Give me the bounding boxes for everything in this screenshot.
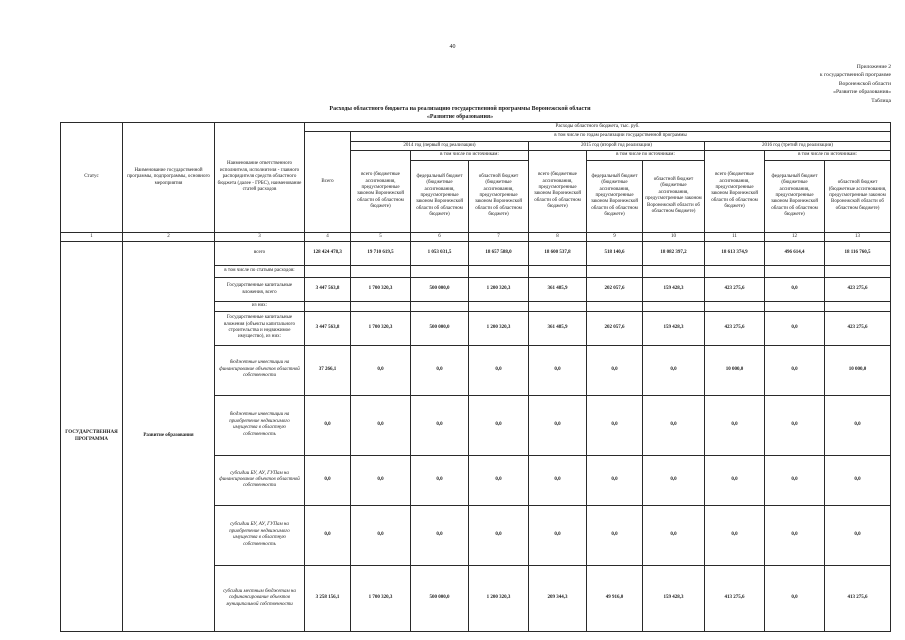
appendix-line: Воронежской области xyxy=(838,80,891,87)
value-cell xyxy=(469,266,529,278)
value-cell: 18 657 588,0 xyxy=(469,242,529,266)
value-cell xyxy=(469,302,529,311)
value-cell xyxy=(587,302,643,311)
column-number: 9 xyxy=(587,232,643,241)
header-by-sources: в том числе по источникам: xyxy=(765,151,891,160)
value-cell: 0,0 xyxy=(351,455,411,505)
column-number: 10 xyxy=(643,232,705,241)
value-cell: 0,0 xyxy=(469,395,529,455)
header-col-all: всего (бюджетные ассигнования, предусмотренные законом Воронежской области об областном бюджете) xyxy=(351,151,411,232)
value-cell: 361 485,9 xyxy=(529,311,587,345)
value-cell xyxy=(351,302,411,311)
value-cell: 1 200 320,3 xyxy=(469,565,529,631)
expense-item-label: субсидии БУ, АУ, ГУПам на приобретение недвижимого имущества в областную собственность xyxy=(215,505,305,565)
document-title xyxy=(150,105,770,121)
value-cell: 0,0 xyxy=(469,345,529,395)
value-cell xyxy=(825,266,891,278)
expense-item-label: субсидии местным бюджетам на софинансирование объектов муниципальной собственности xyxy=(215,565,305,631)
value-cell: 0,0 xyxy=(351,505,411,565)
header-col-all: всего (бюджетные ассигнования, предусмотренные законом Воронежской области об областном бюджете) xyxy=(705,151,765,232)
value-cell: 0,0 xyxy=(587,395,643,455)
value-cell xyxy=(765,266,825,278)
value-cell xyxy=(643,302,705,311)
page-number: 40 xyxy=(449,44,456,50)
value-cell: 0,0 xyxy=(411,455,469,505)
column-number: 3 xyxy=(215,232,305,241)
header-col-federal: федеральный бюджет (бюджетные ассигнования, предусмотренные законом Воронежской области об областном бюджете) xyxy=(411,160,469,232)
value-cell: 37 266,1 xyxy=(305,345,351,395)
column-number: 4 xyxy=(305,232,351,241)
value-cell: 0,0 xyxy=(305,455,351,505)
header-year-2016: 2016 год (третий год реализации) xyxy=(705,141,891,150)
value-cell: 0,0 xyxy=(529,345,587,395)
value-cell: 0,0 xyxy=(411,345,469,395)
value-cell: 0,0 xyxy=(825,395,891,455)
value-cell: 159 428,3 xyxy=(643,311,705,345)
value-cell: 3 447 563,8 xyxy=(305,278,351,302)
value-cell: 500 000,0 xyxy=(411,278,469,302)
value-cell: 18 082 397,2 xyxy=(643,242,705,266)
value-cell: 0,0 xyxy=(643,345,705,395)
value-cell xyxy=(587,266,643,278)
value-cell xyxy=(305,302,351,311)
value-cell: 496 614,4 xyxy=(765,242,825,266)
column-number: 2 xyxy=(123,232,215,241)
value-cell: 0,0 xyxy=(765,505,825,565)
header-by-years: в том числе по годам реализации государственной программы xyxy=(351,132,891,141)
header-year-2014: 2014 год (первый год реализации) xyxy=(351,141,529,150)
value-cell xyxy=(529,302,587,311)
expense-item-label: всего xyxy=(215,242,305,266)
value-cell: 500 000,0 xyxy=(411,565,469,631)
header-col-federal: федеральный бюджет (бюджетные ассигнования, предусмотренные законом Воронежской области об областном бюджете) xyxy=(765,160,825,232)
header-by-sources: в том числе по источникам: xyxy=(411,151,529,160)
header-col-all: всего (бюджетные ассигнования, предусмотренные законом Воронежской области об областном бюджете) xyxy=(529,151,587,232)
value-cell: 518 140,6 xyxy=(587,242,643,266)
value-cell: 0,0 xyxy=(825,455,891,505)
value-cell xyxy=(705,266,765,278)
value-cell: 0,0 xyxy=(643,455,705,505)
header-executor: Наименование ответственного исполнителя, исполнителя - главного распорядителя средств областного бюджета (далее - ГРБС), наименование статей расходов xyxy=(215,123,305,233)
status-cell: ГОСУДАРСТВЕННАЯ ПРОГРАММА xyxy=(61,242,123,632)
column-number: 13 xyxy=(825,232,891,241)
value-cell: 0,0 xyxy=(825,505,891,565)
value-cell: 3 447 563,8 xyxy=(305,311,351,345)
value-cell: 0,0 xyxy=(765,311,825,345)
expense-item-label: Государственные капитальные вложения (объекты капитального строительства и недвижимое имущество), из них: xyxy=(215,311,305,345)
expense-item-label: в том числе по статьям расходов: xyxy=(215,266,305,278)
value-cell xyxy=(643,266,705,278)
value-cell: 1 700 320,3 xyxy=(351,311,411,345)
value-cell: 423 275,6 xyxy=(825,311,891,345)
header-year-2015: 2015 год (второй год реализации) xyxy=(529,141,705,150)
column-number: 7 xyxy=(469,232,529,241)
column-number: 5 xyxy=(351,232,411,241)
value-cell: 413 275,6 xyxy=(705,565,765,631)
value-cell xyxy=(765,302,825,311)
value-cell: 0,0 xyxy=(643,395,705,455)
value-cell: 0,0 xyxy=(587,455,643,505)
value-cell: 423 275,6 xyxy=(825,278,891,302)
value-cell: 0,0 xyxy=(469,505,529,565)
value-cell: 423 275,6 xyxy=(705,278,765,302)
value-cell: 0,0 xyxy=(469,455,529,505)
value-cell: 1 700 320,3 xyxy=(351,278,411,302)
appendix-line: Таблица xyxy=(871,97,891,104)
value-cell xyxy=(351,266,411,278)
expense-item-label: бюджетные инвестиции на приобретение недвижимого имущества в областную собственность xyxy=(215,395,305,455)
appendix-line: «Развитие образования» xyxy=(833,89,891,96)
value-cell: 0,0 xyxy=(529,395,587,455)
value-cell xyxy=(705,302,765,311)
title-line: «Развитие образования» xyxy=(426,114,494,120)
value-cell: 0,0 xyxy=(305,395,351,455)
header-expenses: Расходы областного бюджета, тыс. руб. xyxy=(305,123,891,132)
expense-item-label: Государственные капитальные вложения, всего xyxy=(215,278,305,302)
value-cell: 0,0 xyxy=(587,345,643,395)
value-cell: 0,0 xyxy=(411,505,469,565)
value-cell: 209 344,3 xyxy=(529,565,587,631)
value-cell xyxy=(529,266,587,278)
column-number: 6 xyxy=(411,232,469,241)
value-cell: 0,0 xyxy=(305,505,351,565)
value-cell: 0,0 xyxy=(529,505,587,565)
value-cell: 423 275,6 xyxy=(705,311,765,345)
value-cell: 0,0 xyxy=(411,395,469,455)
value-cell: 0,0 xyxy=(587,505,643,565)
expense-item-label: бюджетные инвестиции на финансирование объектов областной собственности xyxy=(215,345,305,395)
header-col-federal: федеральный бюджет (бюджетные ассигнования, предусмотренные законом Воронежской области об областном бюджете) xyxy=(587,160,643,232)
header-col-regional: областной бюджет (бюджетные ассигнования, предусмотренные законом Воронежской области об областном бюджете) xyxy=(643,160,705,232)
value-cell: 361 485,9 xyxy=(529,278,587,302)
column-number: 12 xyxy=(765,232,825,241)
value-cell: 202 057,6 xyxy=(587,311,643,345)
value-cell: 159 428,3 xyxy=(643,565,705,631)
value-cell: 10 000,0 xyxy=(705,345,765,395)
program-name-cell: Развитие образования xyxy=(123,242,215,632)
value-cell: 128 424 478,3 xyxy=(305,242,351,266)
appendix-line: к государственной программе xyxy=(819,72,891,79)
header-by-sources: в том числе по источникам: xyxy=(587,151,705,160)
value-cell: 0,0 xyxy=(765,278,825,302)
header-total: Всего xyxy=(305,132,351,232)
value-cell: 0,0 xyxy=(705,455,765,505)
value-cell xyxy=(411,266,469,278)
value-cell: 19 710 619,5 xyxy=(351,242,411,266)
budget-table xyxy=(60,122,891,632)
value-cell: 159 428,3 xyxy=(643,278,705,302)
value-cell: 500 000,0 xyxy=(411,311,469,345)
value-cell: 18 600 537,8 xyxy=(529,242,587,266)
value-cell: 18 613 374,9 xyxy=(705,242,765,266)
header-col-regional: областной бюджет (бюджетные ассигнования, предусмотренные законом Воронежской области об областном бюджете) xyxy=(825,160,891,232)
appendix-line: Приложение 2 xyxy=(856,64,891,70)
column-number: 1 xyxy=(61,232,123,241)
value-cell: 0,0 xyxy=(765,455,825,505)
expense-item-label: субсидии БУ, АУ, ГУПам на финансирование объектов областной собственности xyxy=(215,455,305,505)
column-number: 11 xyxy=(705,232,765,241)
table-row xyxy=(61,242,891,266)
expense-item-label: из них: xyxy=(215,302,305,311)
value-cell: 1 053 031,5 xyxy=(411,242,469,266)
value-cell: 1 200 320,3 xyxy=(469,278,529,302)
value-cell xyxy=(305,266,351,278)
value-cell: 3 258 156,1 xyxy=(305,565,351,631)
header-col-regional: областной бюджет (бюджетные ассигнования, предусмотренные законом Воронежской области об областном бюджете) xyxy=(469,160,529,232)
value-cell: 202 057,6 xyxy=(587,278,643,302)
value-cell: 0,0 xyxy=(765,395,825,455)
value-cell: 10 000,0 xyxy=(825,345,891,395)
header-program-name: Наименование государственной программы, подпрограммы, основного мероприятия xyxy=(123,123,215,233)
value-cell: 0,0 xyxy=(705,505,765,565)
value-cell: 413 275,6 xyxy=(825,565,891,631)
value-cell: 1 700 320,3 xyxy=(351,565,411,631)
value-cell: 0,0 xyxy=(351,395,411,455)
value-cell xyxy=(825,302,891,311)
value-cell: 49 916,0 xyxy=(587,565,643,631)
value-cell: 0,0 xyxy=(705,395,765,455)
value-cell: 0,0 xyxy=(765,565,825,631)
value-cell: 0,0 xyxy=(765,345,825,395)
value-cell xyxy=(411,302,469,311)
title-line: Расходы областного бюджета на реализацию государственной программы Воронежской области xyxy=(329,106,591,112)
column-number: 8 xyxy=(529,232,587,241)
value-cell: 0,0 xyxy=(643,505,705,565)
header-status: Статус xyxy=(61,123,123,233)
value-cell: 0,0 xyxy=(529,455,587,505)
value-cell: 0,0 xyxy=(351,345,411,395)
appendix-note xyxy=(691,63,891,105)
value-cell: 18 116 760,5 xyxy=(825,242,891,266)
value-cell: 1 200 320,3 xyxy=(469,311,529,345)
